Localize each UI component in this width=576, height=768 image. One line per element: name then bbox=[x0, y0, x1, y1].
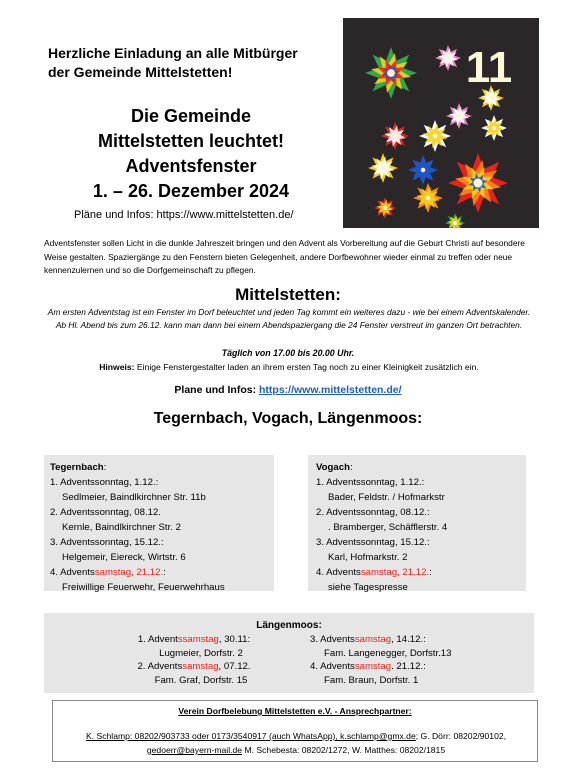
star-center-light bbox=[426, 196, 431, 201]
headline-line-4: 1. – 26. Dezember 2024 bbox=[92, 181, 290, 201]
schedule-entry bbox=[316, 535, 518, 565]
entry-location: siehe Tagespresse bbox=[328, 582, 408, 593]
entry-location: Fam. Langenegger, Dorfstr.13 bbox=[324, 647, 452, 659]
entry-date-line bbox=[316, 505, 518, 520]
entry-saturday-highlight: samstag bbox=[354, 661, 392, 672]
star-center-light bbox=[492, 126, 496, 130]
entry-suffix: . 21.12.: bbox=[391, 661, 426, 672]
entry-suffix: , 07.12. bbox=[218, 661, 251, 672]
entry-prefix: 2. Adventssonntag, 08.12. bbox=[50, 507, 161, 518]
mittelstetten-description: Am ersten Adventstag ist ein Fenster im Dorf beleuchtet und jeden Tag kommt ein weiteres dazu - wie bei einem Adventskalender. Ab Hl. Abend bis zum 26.12. kann man dann bei einem Abendspaziergang die 24 Fenster verstreut im ganzen Ort betrachten. bbox=[47, 307, 531, 330]
region-title: Tegernbach, Vogach, Längenmoos: bbox=[153, 410, 423, 427]
star-center-light bbox=[383, 206, 387, 210]
laengenmoos-column-2 bbox=[310, 633, 510, 687]
tegernbach-colon: : bbox=[103, 462, 107, 473]
vogach-box bbox=[308, 455, 526, 591]
invitation-heading bbox=[48, 44, 338, 82]
entry-date-line bbox=[316, 565, 518, 580]
tegernbach-title: Tegernbach bbox=[50, 462, 104, 473]
star-center-light bbox=[474, 179, 483, 188]
headline-line-3: Adventsfenster bbox=[125, 156, 257, 176]
contact-text bbox=[59, 729, 533, 757]
entry-prefix: 4. Advents bbox=[310, 661, 355, 672]
entry-prefix: 2. Adventssonntag, 08.12.: bbox=[316, 507, 430, 518]
schedule-entry bbox=[310, 660, 510, 687]
schedule-entry bbox=[50, 535, 268, 565]
entry-location: . Bramberger, Schäfflerstr. 4 bbox=[328, 522, 448, 533]
tegernbach-entries bbox=[50, 475, 268, 595]
hint-note bbox=[44, 362, 534, 372]
hint-label: Hinweis: bbox=[99, 362, 135, 372]
entry-location: Lugmeier, Dorfstr. 2 bbox=[159, 647, 243, 659]
entry-date-line bbox=[316, 535, 518, 550]
entry-saturday-highlight: samstag, 21.12. bbox=[360, 567, 430, 578]
plans-info-line bbox=[0, 384, 576, 396]
mittelstetten-title: Mittelstetten: bbox=[235, 285, 341, 304]
entry-suffix: : bbox=[429, 567, 432, 578]
star-center-light bbox=[387, 69, 395, 77]
invitation-line-1: Herzliche Einladung an alle Mitbürger bbox=[48, 45, 298, 61]
laengenmoos-title: Längenmoos: bbox=[256, 620, 322, 631]
vogach-entries bbox=[316, 475, 518, 595]
laengenmoos-column-1 bbox=[104, 633, 284, 687]
main-headline bbox=[48, 104, 334, 204]
contact-doerr-phone: ; G. Dörr: 08202/90102, bbox=[415, 731, 507, 741]
entry-suffix: : bbox=[163, 567, 166, 578]
entry-date-line bbox=[316, 475, 518, 490]
star-center-light bbox=[421, 168, 426, 173]
advent-window-photo bbox=[343, 18, 539, 228]
vogach-heading bbox=[316, 460, 518, 475]
vogach-title: Vogach bbox=[316, 462, 350, 473]
schedule-entry bbox=[50, 505, 268, 535]
star-center-light bbox=[393, 134, 397, 138]
contact-others: M. Schebesta: 08202/1272, W. Matthes: 08202/1815 bbox=[242, 745, 446, 755]
entry-prefix: 4. Advents bbox=[316, 567, 361, 578]
contact-schlamp[interactable]: K. Schlamp: 08202/903733 oder 0173/3540917 (auch WhatsApp), k.schlamp@gmx.de bbox=[85, 731, 416, 741]
contact-doerr-email[interactable]: gedoerr@bayern-mail.de bbox=[146, 745, 243, 755]
entry-date-line bbox=[50, 565, 268, 580]
schedule-entry bbox=[50, 565, 268, 595]
vogach-colon: : bbox=[349, 462, 353, 473]
entry-saturday-highlight: samstag bbox=[354, 634, 392, 645]
entry-date-line bbox=[104, 633, 284, 647]
entry-location: Bader, Feldstr. / Hofmarkstr bbox=[328, 492, 445, 503]
headline-line-2: Mittelstetten leuchtet! bbox=[97, 131, 284, 151]
entry-prefix: 3. Advents bbox=[310, 634, 355, 645]
star-center-light bbox=[453, 221, 457, 225]
entry-date-line bbox=[310, 633, 510, 647]
schedule-entry bbox=[104, 633, 284, 660]
entry-location: Fam. Graf, Dorfstr. 15 bbox=[154, 674, 248, 686]
entry-prefix: 3. Adventssonntag, 15.12.: bbox=[50, 537, 164, 548]
contact-box bbox=[52, 700, 538, 762]
website-link[interactable]: https://www.mittelstetten.de/ bbox=[259, 384, 402, 396]
entry-date-line bbox=[310, 660, 510, 674]
window-number: 11 bbox=[465, 43, 513, 92]
laengenmoos-box bbox=[44, 613, 534, 693]
star-center-light bbox=[381, 166, 386, 171]
entry-suffix: , 14.12.: bbox=[391, 634, 426, 645]
entry-saturday-highlight: samstag, 21.12. bbox=[94, 567, 164, 578]
star-center-light bbox=[433, 134, 438, 139]
entry-prefix: 1. Adventssonntag, 1.12.: bbox=[50, 477, 159, 488]
schedule-entry bbox=[316, 475, 518, 505]
schedule-entry bbox=[316, 505, 518, 535]
entry-prefix: 1. Advent bbox=[137, 634, 178, 645]
plans-label: Plane und Infos: bbox=[174, 384, 260, 396]
entry-date-line bbox=[50, 535, 268, 550]
schedule-entry bbox=[316, 565, 518, 595]
headline-line-1: Die Gemeinde bbox=[130, 106, 252, 126]
invitation-line-2: der Gemeinde Mittelstetten! bbox=[48, 64, 233, 80]
entry-location: Karl, Hofmarkstr. 2 bbox=[328, 552, 408, 563]
infos-line: Pläne und Infos: https://www.mittelstetten.de/ bbox=[74, 209, 294, 221]
schedule-entry bbox=[50, 475, 268, 505]
intro-paragraph: Adventsfenster sollen Licht in die dunkle Jahreszeit bringen und den Advent als Vorbereitung auf die Geburt Christi auf besondere Weise gestalten. Spaziergänge zu den Fenstern bieten Gelegenheit, andere Dorfbewohner wieder einmal zu treffen oder neue kennenzulernen und so die Dorfgemeinschaft zu pflegen. bbox=[44, 238, 525, 275]
star-center-light bbox=[446, 56, 450, 60]
entry-prefix: 1. Adventssonntag, 1.12.: bbox=[316, 477, 425, 488]
entry-saturday-highlight: ssamstag bbox=[177, 634, 219, 645]
entry-date-line bbox=[104, 660, 284, 674]
contact-title: Verein Dorfbelebung Mittelstetten e.V. - Ansprechpartner: bbox=[178, 706, 412, 716]
tegernbach-heading bbox=[50, 460, 268, 475]
entry-location: Helgemeir, Eiereck, Wirtstr. 6 bbox=[62, 552, 186, 563]
entry-suffix: , 30.11: bbox=[218, 634, 251, 645]
hint-text: Einige Fenstergestalter laden an ihrem ersten Tag noch zu einer Kleinigkeit zusätzlich ein. bbox=[134, 362, 479, 372]
entry-saturday-highlight: samstag bbox=[182, 661, 219, 672]
paper-stars-illustration bbox=[343, 18, 539, 228]
entry-prefix: 2. Advents bbox=[137, 661, 183, 672]
tegernbach-box bbox=[44, 455, 274, 591]
schedule-entry bbox=[104, 660, 284, 687]
schedule-entry bbox=[310, 633, 510, 660]
star-center-light bbox=[457, 114, 461, 118]
entry-location: Freiwillige Feuerwehr, Feuerwehrhaus bbox=[62, 582, 225, 593]
entry-date-line bbox=[50, 505, 268, 520]
entry-location: Kernle, Baindlkirchner Str. 2 bbox=[62, 522, 181, 533]
opening-hours: Täglich von 17.00 bis 20.00 Uhr. bbox=[221, 348, 355, 358]
entry-location: Fam. Braun, Dorfstr. 1 bbox=[324, 674, 419, 686]
entry-location: Sedlmeier, Baindlkirchner Str. 11b bbox=[62, 492, 206, 503]
entry-prefix: 4. Advents bbox=[50, 567, 95, 578]
entry-prefix: 3. Adventssonntag, 15.12.: bbox=[316, 537, 430, 548]
star-center-light bbox=[489, 96, 493, 100]
entry-date-line bbox=[50, 475, 268, 490]
